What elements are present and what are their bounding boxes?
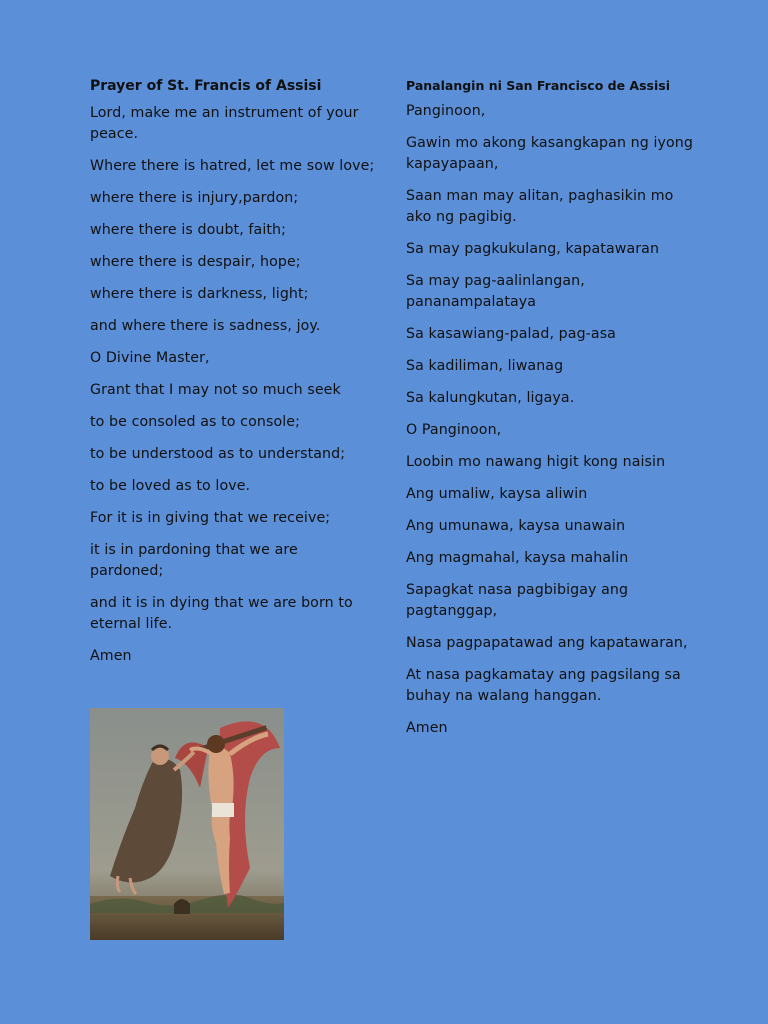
english-line: Grant that I may not so much seek [90,382,341,398]
tagalog-line: Ang magmahal, kaysa mahalin [406,550,629,566]
english-line: Where there is hatred, let me sow love; [90,158,375,174]
tagalog-line: Saan man may alitan, paghasikin mo ako ng pagibig. [406,188,674,225]
tagalog-line: Panginoon, [406,103,486,119]
english-amen: Amen [90,648,132,664]
english-line: it is in pardoning that we are pardoned; [90,542,298,579]
english-prayer-title: Prayer of St. Francis of Assisi [90,78,322,94]
tagalog-amen: Amen [406,720,448,736]
english-line: where there is doubt, faith; [90,222,286,238]
painting-st-francis-crucified-christ-icon [90,708,284,940]
tagalog-line: Sapagkat nasa pagbibigay ang pagtanggap, [406,582,629,619]
tagalog-prayer-column [406,78,696,750]
tagalog-line: Sa kasawiang-palad, pag-asa [406,326,616,342]
english-line: O Divine Master, [90,350,210,366]
tagalog-line: O Panginoon, [406,422,502,438]
english-line: to be understood as to understand; [90,446,346,462]
english-line: Lord, make me an instrument of your peace. [90,105,359,142]
tagalog-line: At nasa pagkamatay ang pagsilang sa buhay na walang hanggan. [406,667,681,704]
tagalog-line: Sa may pagkukulang, kapatawaran [406,241,660,257]
english-line: where there is despair, hope; [90,254,301,270]
painting-image [90,708,284,940]
tagalog-line: Loobin mo nawang higit kong naisin [406,454,666,470]
tagalog-line: Sa may pag-aalinlangan, pananampalataya [406,273,585,310]
english-line: where there is injury,pardon; [90,190,299,206]
english-line: For it is in giving that we receive; [90,510,331,526]
english-line: to be loved as to love. [90,478,251,494]
tagalog-line: Sa kalungkutan, ligaya. [406,390,575,406]
tagalog-line: Nasa pagpapatawad ang kapatawaran, [406,635,688,651]
english-line: and where there is sadness, joy. [90,318,321,334]
english-line: where there is darkness, light; [90,286,309,302]
tagalog-line: Sa kadiliman, liwanag [406,358,564,374]
english-line: and it is in dying that we are born to eternal life. [90,595,353,632]
tagalog-line: Ang umaliw, kaysa aliwin [406,486,588,502]
tagalog-line: Ang umunawa, kaysa unawain [406,518,626,534]
tagalog-line: Gawin mo akong kasangkapan ng iyong kapayapaan, [406,135,693,172]
tagalog-prayer-title: Panalangin ni San Francisco de Assisi [406,78,670,93]
english-prayer-column [90,78,375,678]
english-line: to be consoled as to console; [90,414,300,430]
